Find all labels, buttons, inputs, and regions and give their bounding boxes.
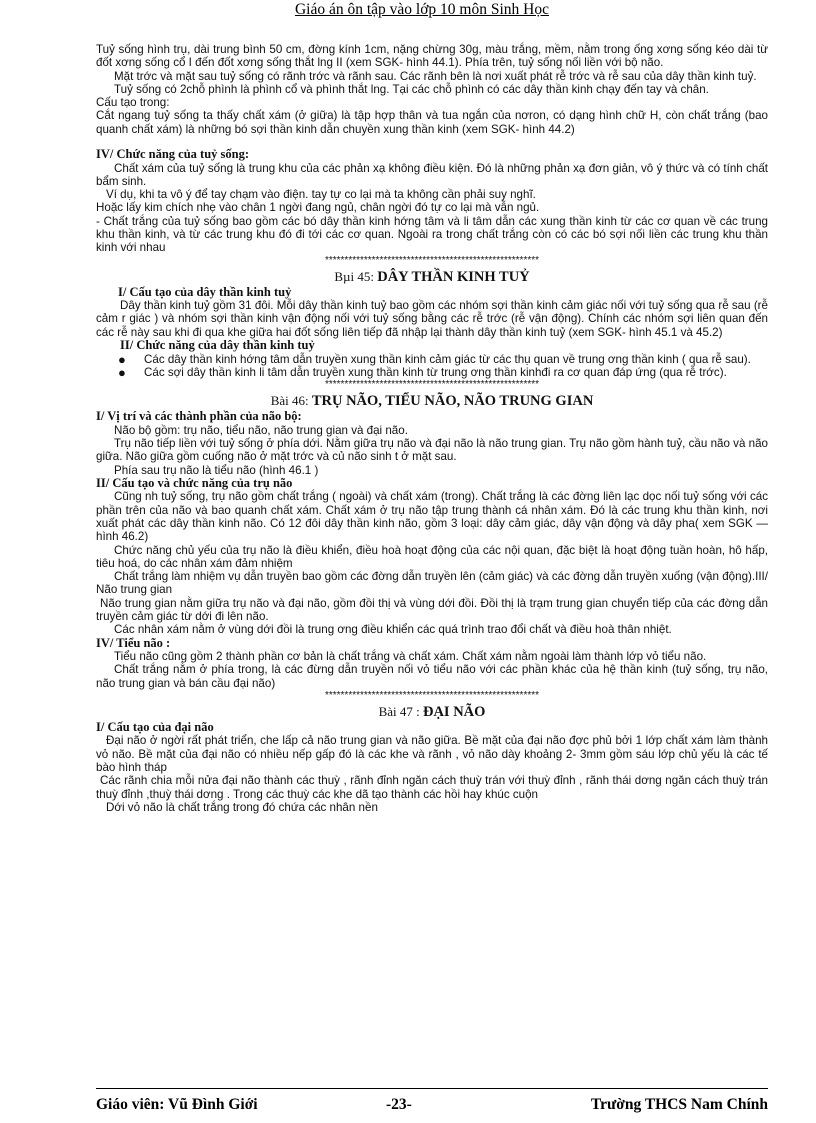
s4-paragraph-3: Hoặc lấy kim chích nhẹ vào chân 1 ngời đang ngủ, chân ngời đó tự co lại mà vẫn ngủ. [96,201,540,215]
lesson-45-title [96,268,768,286]
separator-2: ******************************************************* [324,379,540,391]
lesson-45-number: Bµi 45: [334,268,374,284]
lesson-47-paragraph-2: Các rãnh chia mỗi nửa đại não thành các thuỳ , rãnh đỉnh ngăn cách thuỳ trán với thuỳ đỉnh , rãnh thái dơng ngăn cách thuỳ trán thuỳ đỉnh ,thuỳ thái dơng . Trong các thuỳ các khe dã tạo thành các hồi hay khúc cuộn [96,774,768,801]
separator-1: ******************************************************* [324,254,540,266]
lesson-46-paragraph-9: Tiểu não cũng gồm 2 thành phần cơ bản là chất trắng và chất xám. Chất xám nằm ngoài làm thành lớp vỏ tiểu não. [114,650,707,664]
lesson-47-title [96,703,768,721]
separator-3: ******************************************************* [324,689,540,701]
list-item: ● Các sợi dây thần kinh li tâm dẫn truyền xung thần kinh từ trung ơng thần kinhđi ra cơ quan đáp ứng (qua rễ trớc). [118,364,727,380]
lesson-46-paragraph-4: Cũng nh tuỷ sống, trụ não gồm chất trắng ( ngoài) và chất xám (trong). Chất trắng là các đờng liên lạc dọc nối tuỷ sống với các phần trên của não và bao quanh chất xám. Chất xám ở trụ não tập trung thành cá nhân xám. Đó là các trung khu thần kinh, nơi xuất phát các dây thần kinh não. Có 12 đôi dây thần kinh não, gồm 3 loại: dây cảm giác, dây vận động và dây pha( xem SGK — hình 46.2) [96,490,768,544]
lesson-45-heading: DÂY THẦN KINH TUỶ [377,268,530,285]
footer-page-number: -23- [386,1096,412,1113]
lesson-46-heading-1: I/ Vị trí và các thành phần của não bộ: [96,409,302,424]
page-footer [96,1088,768,1113]
lesson-45-heading-2: II/ Chức năng của dây thần kinh tuỷ [120,338,315,353]
lesson-47-number: Bài 47 : [378,703,420,719]
footer-school: Trường THCS Nam Chính [590,1096,768,1113]
intro-paragraph-1: Tuỷ sống hình trụ, dài trung bình 50 cm, đờng kính 1cm, nặng chừng 30g, màu trắng, mềm, nằm trong ống xơng sống kéo dài từ đốt xơng sống cổ I đến đốt xơng sống thắt lng II (xem SGK- hình 44.1). Phía trên, tuỷ sống nối liền với bộ não. [96,43,768,70]
document-body [96,43,768,814]
lesson-45-bullet-list [96,353,768,380]
lesson-46-paragraph-1: Não bộ gồm: trụ não, tiểu não, não trung gian và đại não. [114,423,408,437]
list-item: ● Các dây thần kinh hớng tâm dẫn truyền xung thần kinh cảm giác từ các thụ quan về trung ơng thần kinh ( qua rễ sau). [118,351,751,367]
s4-paragraph-2: Ví dụ, khi ta vô ý để tay chạm vào điện. tay tự co lại mà ta không cần phải suy nghĩ. [106,188,536,202]
intro-paragraph-3: Tuỷ sống có 2chỗ phình là phình cổ và phình thắt lng. Tại các chỗ phình có các dây thần kinh chạy đến tay và chân. [114,82,709,96]
lesson-46-title [96,392,768,410]
bullet-icon: ● [118,351,126,367]
lesson-46-number: Bài 46: [270,393,309,409]
lesson-46-paragraph-10: Chất trắng nằm ở phía trong, là các đừng dẫn truyền nối vỏ tiểu não với các phần khác của hệ thần kinh (tuỷ sống, trụ não, não trung gian và bán cầu đại não) [96,663,768,690]
lesson-47-paragraph-1: Đại não ở ngời rất phát triển, che lấp cả não trung gian và não giữa. Bề mặt của đại não đợc phủ bởi 1 lớp chất xám làm thành vỏ não. Bề mặt của đại não có nhiều nếp gấp đó là các khe và rãnh , vỏ não dày khoảng 2- 3mm gồm sáu lớp chủ yếu là các tế bào hình tháp [96,734,768,775]
lesson-46-paragraph-5: Chức năng chủ yếu của trụ não là điều khiển, điều hoà hoạt động của các nội quan, đặc biệt là hoạt động tuần hoàn, hô hấp, tiêu hoá, do các nhân xám đảm nhiệm [96,543,768,570]
lesson-46-paragraph-3: Phía sau trụ não là tiểu não (hình 46.1 ) [114,463,319,477]
bullet-icon: ● [118,364,126,380]
lesson-46-paragraph-8: Các nhân xám nằm ở vùng dới đồi là trung ơng điều khiển các quá trình trao đổi chất và điều hoà thân nhiệt. [114,623,672,637]
footer-teacher: Giáo viên: Vũ Đình Giới [96,1096,258,1113]
lesson-46-heading-3: IV/ Tiểu não : [96,635,171,650]
intro-paragraph-4: Cấu tạo trong: [96,96,170,110]
page-header-title: Giáo án ôn tập vào lớp 10 môn Sinh Học [294,1,549,18]
s4-paragraph-1: Chất xám của tuỷ sống là trung khu của các phản xạ không điều kiện. Đó là những phản xạ đơn giản, vô ý thức và có tính chất bẩm sinh. [96,161,768,188]
lesson-45-heading-1: I/ Cấu tạo của dây thần kinh tuỷ [118,284,292,299]
lesson-46-paragraph-6: Chất trắng làm nhiệm vụ dẫn truyền bao gồm các đờng dẫn truyền lên (cảm giác) và các đờng dẫn truyền xuống (vận động).III/ Não trung gian [96,570,768,597]
lesson-45-paragraph-1: Dây thần kinh tuỷ gồm 31 đôi. Mỗi dây thần kinh tuỷ bao gồm các nhóm sợi thần kinh cảm giác nối với tuỷ sống qua rễ sau (rễ cảm r giác ) và nhóm sợi thần kinh vận động nối với tuỷ sống bằng các rễ trớc (rễ vận động). Chính các nhóm sợi liên quan đến các rễ này sau khi đi qua khe giữa hai đốt sống liên tiếp đã nhập lại thành dây thần kinh tuỷ (xem SGK- hình 45.1 và 45.2) [96,299,768,339]
section-heading-chuc-nang-tuy-song: IV/ Chức năng của tuỷ sống: [96,147,250,162]
intro-paragraph-2: Mặt trớc và mặt sau tuỷ sống có rãnh trớc và rãnh sau. Các rãnh bên là nơi xuất phát rễ trớc và rễ sau của dây thần kinh tuỷ. [114,69,757,83]
lesson-46-paragraph-2: Trụ não tiếp liền với tuỷ sống ở phía dới. Nằm giữa trụ não và đại não là não trung gian. Trụ não gồm hành tuỷ, cầu não và não giữa. Não giữa gồm cuống não ở mặt trớc và củ não sinh t ở mặt sau. [96,436,768,464]
lesson-46-heading: TRỤ NÃO, TIỂU NÃO, NÃO TRUNG GIAN [311,393,594,410]
lesson-46-heading-2: II/ Cấu tạo và chức năng của trụ não [96,475,293,490]
intro-paragraph-5: Cắt ngang tuỷ sống ta thấy chất xám (ở giữa) là tập hợp thân và tua ngắn của nơron, có dạng hình chữ H, còn chất trắng (bao quanh chất xám) là những bó sợi thần kinh dẫn chuyền xung thần kinh (xem SGK- hình 44.2) [96,109,768,136]
lesson-47-heading-1: I/ Cấu tạo của đại não [96,719,214,734]
lesson-46-paragraph-7: Não trung gian nằm giữa trụ não và đại não, gồm đồi thị và vùng dới đồi. Đồi thị là trạm trung gian chuyển tiếp của các đờng dẫn truyền cảm giác từ dới đi lên não. [96,596,768,623]
lesson-47-paragraph-3: Dới vỏ não là chất trắng trong đó chứa các nhân nền [106,800,378,814]
s4-paragraph-4: - Chất trắng của tuỷ sống bao gồm các bó dây thần kinh hớng tâm và li tâm dẫn các xung thần kinh từ các cơ quan về các trung khu thần kinh, và từ các trung khu đó đi tới các cơ quan. Ngoài ra trong chất trắng còn có các bó sợi nối liền các trung khu thần kinh với nhau [96,214,768,255]
lesson-47-heading: ĐẠI NÃO [422,703,486,720]
